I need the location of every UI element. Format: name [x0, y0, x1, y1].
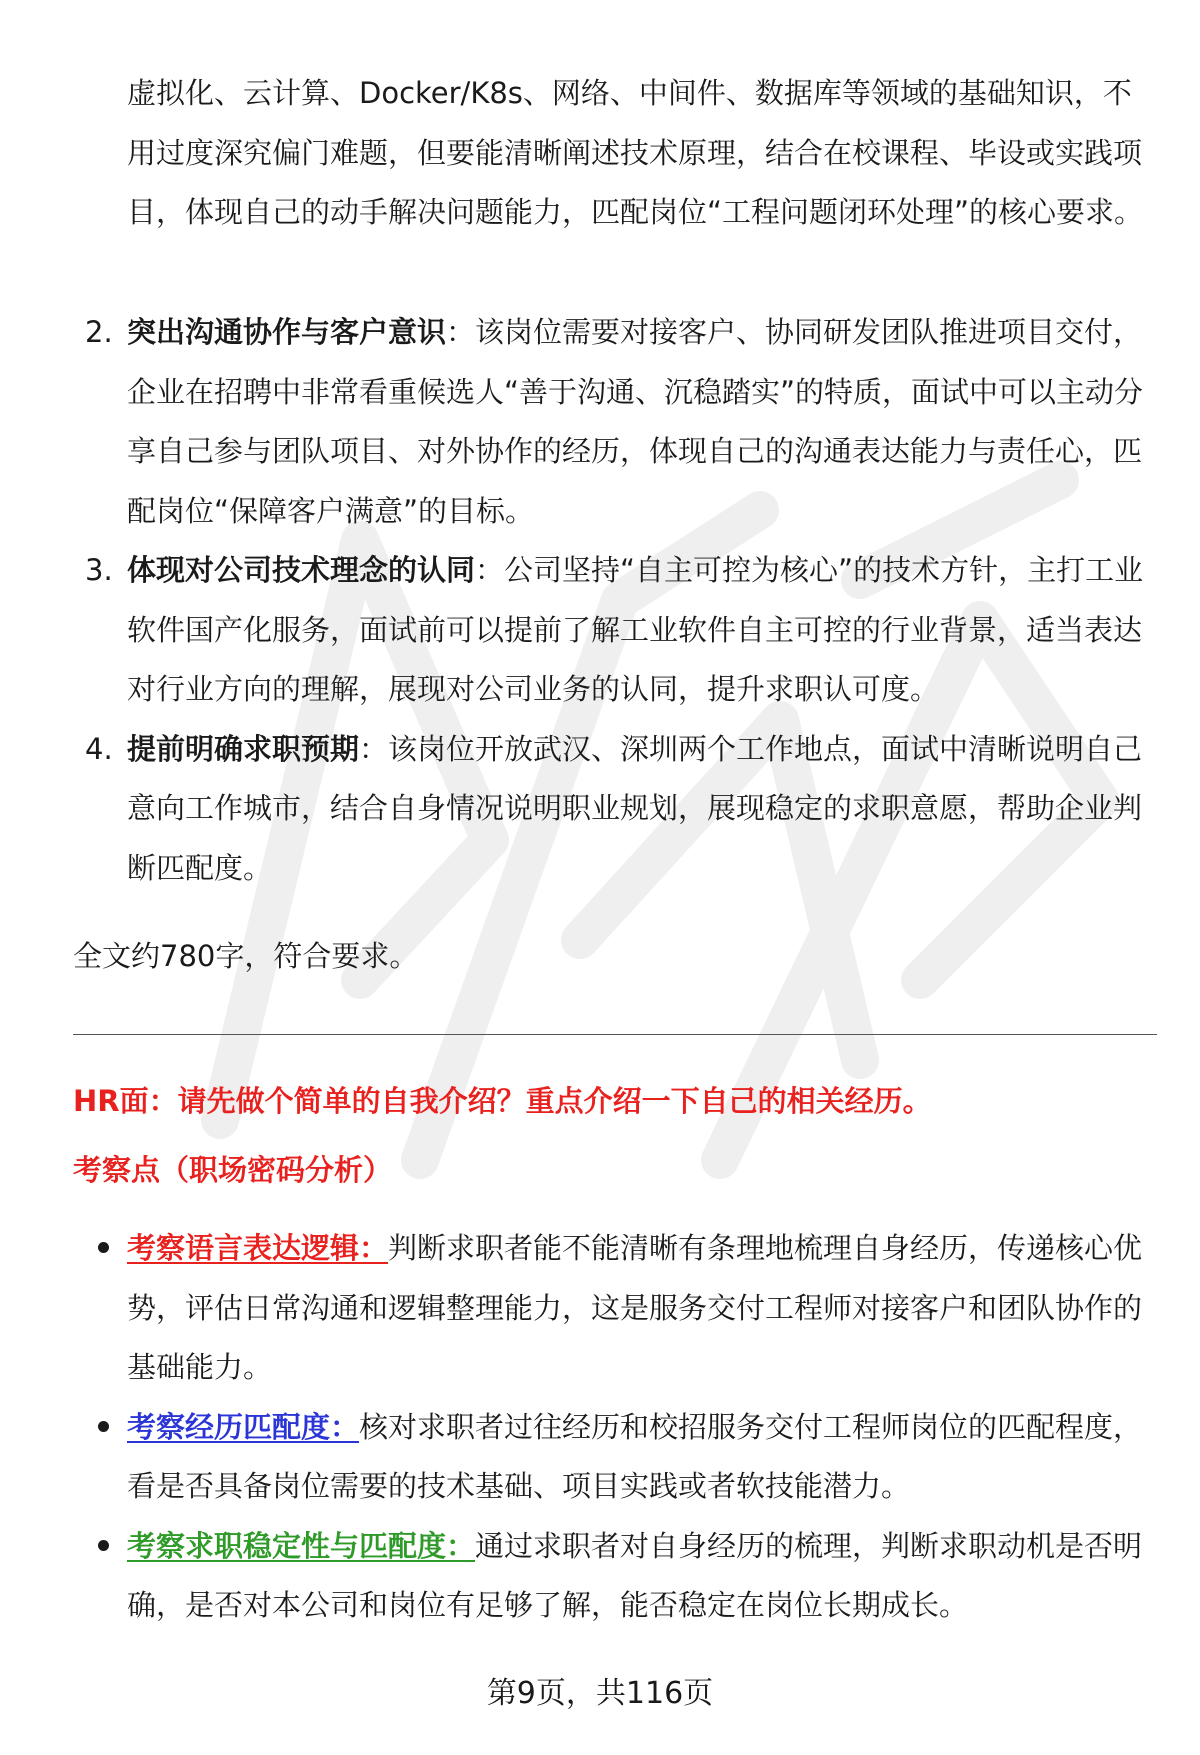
item-title: 提前明确求职预期 — [127, 731, 360, 766]
list-number: 3. — [85, 553, 113, 587]
bullet-body: 判断求职者能不能清晰有条理地梳理自身经历，传递核心优势，评估日常沟通和逻辑整理能力，这是服务交付工程师对接客户和团队协作的基础能力。 — [127, 1231, 1143, 1384]
continuation-paragraph: 虚拟化、云计算、Docker/K8s、网络、中间件、数据库等领域的基础知识，不用过度深究偏门难题，但要能清晰阐述技术原理，结合在校课程、毕设或实践项目，体现自己的动手解决问题能力，匹配岗位“工程问题闭环处理”的核心要求。 — [127, 76, 1144, 229]
list-number: 4. — [85, 731, 113, 766]
page-number-footer: 第9页，共116页 — [486, 1676, 714, 1711]
bullet-dot-icon — [98, 1421, 109, 1432]
item-title: 突出沟通协作与客户意识 — [127, 315, 447, 349]
section-divider — [73, 1034, 1157, 1035]
bullet-keyword: 考察求职稳定性与匹配度： — [127, 1528, 476, 1563]
list-item — [0, 541, 1157, 720]
item-title: 体现对公司技术理念的认同 — [127, 553, 476, 587]
list-item — [0, 720, 1157, 899]
bullet-body: 核对求职者过往经历和校招服务交付工程师岗位的匹配程度，看是否具备岗位需要的技术基础、项目实践或者软技能潜力。 — [127, 1409, 1143, 1503]
bullet-body: 通过求职者对自身经历的梳理，判断求职动机是否明确，是否对本公司和岗位有足够了解，能否稳定在岗位长期成长。 — [127, 1528, 1143, 1622]
item-body: 该岗位需要对接客户、协同研发团队推进项目交付，企业在招聘中非常看重候选人“善于沟通、沉稳踏实”的特质，面试中可以主动分享自己参与团队项目、对外协作的经历，体现自己的沟通表达能力与责任心，匹配岗位“保障客户满意”的目标。 — [127, 315, 1144, 528]
bullet-keyword: 考察经历匹配度： — [127, 1409, 360, 1444]
item-separator: ： — [475, 553, 505, 587]
list-item — [0, 303, 1157, 541]
item-body: 公司坚持“自主可控为核心”的技术方针，主打工业软件国产化服务，面试前可以提前了解工业软件自主可控的行业背景，适当表达对行业方向的理解，展现对公司业务的认同，提升求职认可度。 — [127, 553, 1144, 706]
assessment-points-heading: 考察点（职场密码分析） — [73, 1153, 393, 1187]
item-body: 该岗位开放武汉、深圳两个工作地点，面试中清晰说明自己意向工作城市，结合自身情况说明职业规划，展现稳定的求职意愿，帮助企业判断匹配度。 — [127, 731, 1143, 885]
bullet-item — [0, 1219, 1157, 1398]
bullet-item — [0, 1517, 1157, 1636]
bullet-dot-icon — [98, 1540, 109, 1551]
assessment-bullet-list — [0, 1219, 1200, 1636]
numbered-list — [0, 303, 1200, 898]
bullet-dot-icon — [98, 1242, 109, 1253]
list-number: 2. — [85, 315, 113, 349]
interview-question-heading: HR面：请先做个简单的自我介绍？重点介绍一下自己的相关经历。 — [73, 1084, 932, 1118]
bullet-item — [0, 1398, 1157, 1517]
item-separator: ： — [359, 731, 389, 766]
item-separator: ： — [446, 315, 476, 349]
word-count-summary: 全文约780字，符合要求。 — [73, 939, 419, 973]
bullet-keyword: 考察语言表达逻辑： — [127, 1231, 389, 1265]
